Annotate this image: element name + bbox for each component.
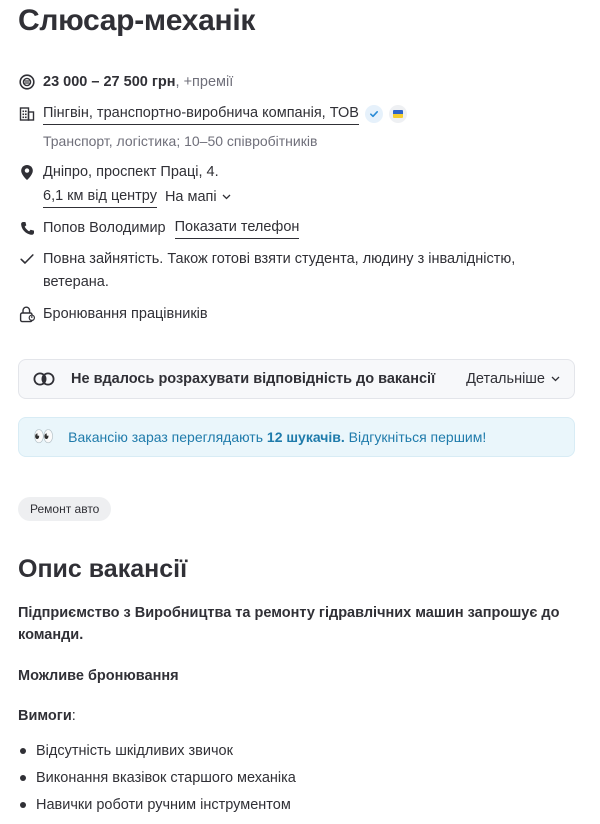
viewers-text: [68, 429, 486, 445]
distance-link[interactable]: 6,1 км від центру: [43, 186, 157, 208]
company-row: [18, 103, 407, 125]
map-label: На мапі: [164, 189, 217, 205]
reservation-note: Можливе бронювання: [18, 668, 179, 684]
match-details-label: Детальніше: [466, 371, 545, 387]
salary-bonus: , +премії: [175, 74, 234, 90]
requirements-list: [18, 737, 296, 818]
verified-check-icon: [365, 105, 383, 123]
eyes-emoji-icon: 👀: [33, 427, 55, 446]
list-item: [18, 764, 296, 791]
chevron-down-icon: [551, 376, 560, 382]
address-text: Дніпро, проспект Праці, 4.: [43, 164, 219, 180]
company-link[interactable]: Пінгвін, транспортно-виробнича компанія, ТОВ: [43, 103, 359, 125]
match-text: Не вдалось розрахувати відповідність до вакансії: [71, 371, 436, 387]
company-details: Транспорт, логістика; 10–50 співробітників: [43, 133, 318, 149]
chevron-down-icon: [222, 194, 231, 200]
viewers-prefix: Вакансію зараз переглядають: [68, 429, 267, 445]
description-intro: Підприємство з Виробництва та ремонту гідравлічних машин запрошує до команди.: [18, 605, 560, 643]
bullet-dot-icon: [20, 802, 26, 808]
vacancy-title: Слюсар-механік: [18, 4, 256, 37]
bullet-dot-icon: [20, 775, 26, 781]
requirements-colon: :: [71, 708, 76, 724]
requirements-title: Вимоги: [18, 708, 72, 724]
reservation-text: Бронювання працівників: [43, 306, 208, 322]
list-item: [18, 737, 296, 764]
viewers-banner: [18, 417, 575, 457]
salary-amount: 23 000 – 27 500 грн: [43, 74, 176, 90]
contact-row: [18, 217, 299, 239]
requirements-label: [18, 705, 578, 727]
match-circles-icon: [33, 372, 55, 386]
employment-row: [18, 249, 548, 294]
match-card: [18, 359, 575, 399]
list-item-text: Навички роботи ручним інструментом: [36, 796, 291, 813]
address-row: [18, 162, 219, 182]
viewers-count: 12 шукачів.: [266, 429, 345, 445]
contact-name: Попов Володимир: [43, 220, 166, 236]
employment-text: Повна зайнятість. Також готові взяти студента, людину з інвалідністю, ветерана.: [43, 251, 516, 290]
building-icon: [18, 105, 36, 123]
location-pin-icon: [18, 163, 36, 181]
description-heading: Опис вакансії: [18, 555, 188, 583]
list-item-text: Відсутність шкідливих звичок: [36, 742, 233, 759]
checkmark-icon: [18, 250, 36, 268]
map-toggle[interactable]: [165, 187, 231, 207]
category-tag[interactable]: Ремонт авто: [18, 497, 111, 521]
lock-person-icon: [18, 305, 36, 323]
viewers-suffix: Відгукніться першим!: [344, 429, 487, 445]
list-item-text: Виконання вказівок старшого механіка: [36, 769, 296, 786]
ukraine-flag-icon: [389, 105, 407, 123]
phone-icon: [18, 219, 36, 237]
distance-row: [43, 186, 231, 208]
reservation-row: [18, 304, 208, 324]
bullet-dot-icon: [20, 748, 26, 754]
show-phone-link[interactable]: Показати телефон: [175, 217, 300, 239]
salary-row: [18, 72, 233, 92]
match-details-button[interactable]: [466, 371, 560, 387]
coin-icon: [18, 73, 36, 91]
list-item: [18, 791, 296, 818]
